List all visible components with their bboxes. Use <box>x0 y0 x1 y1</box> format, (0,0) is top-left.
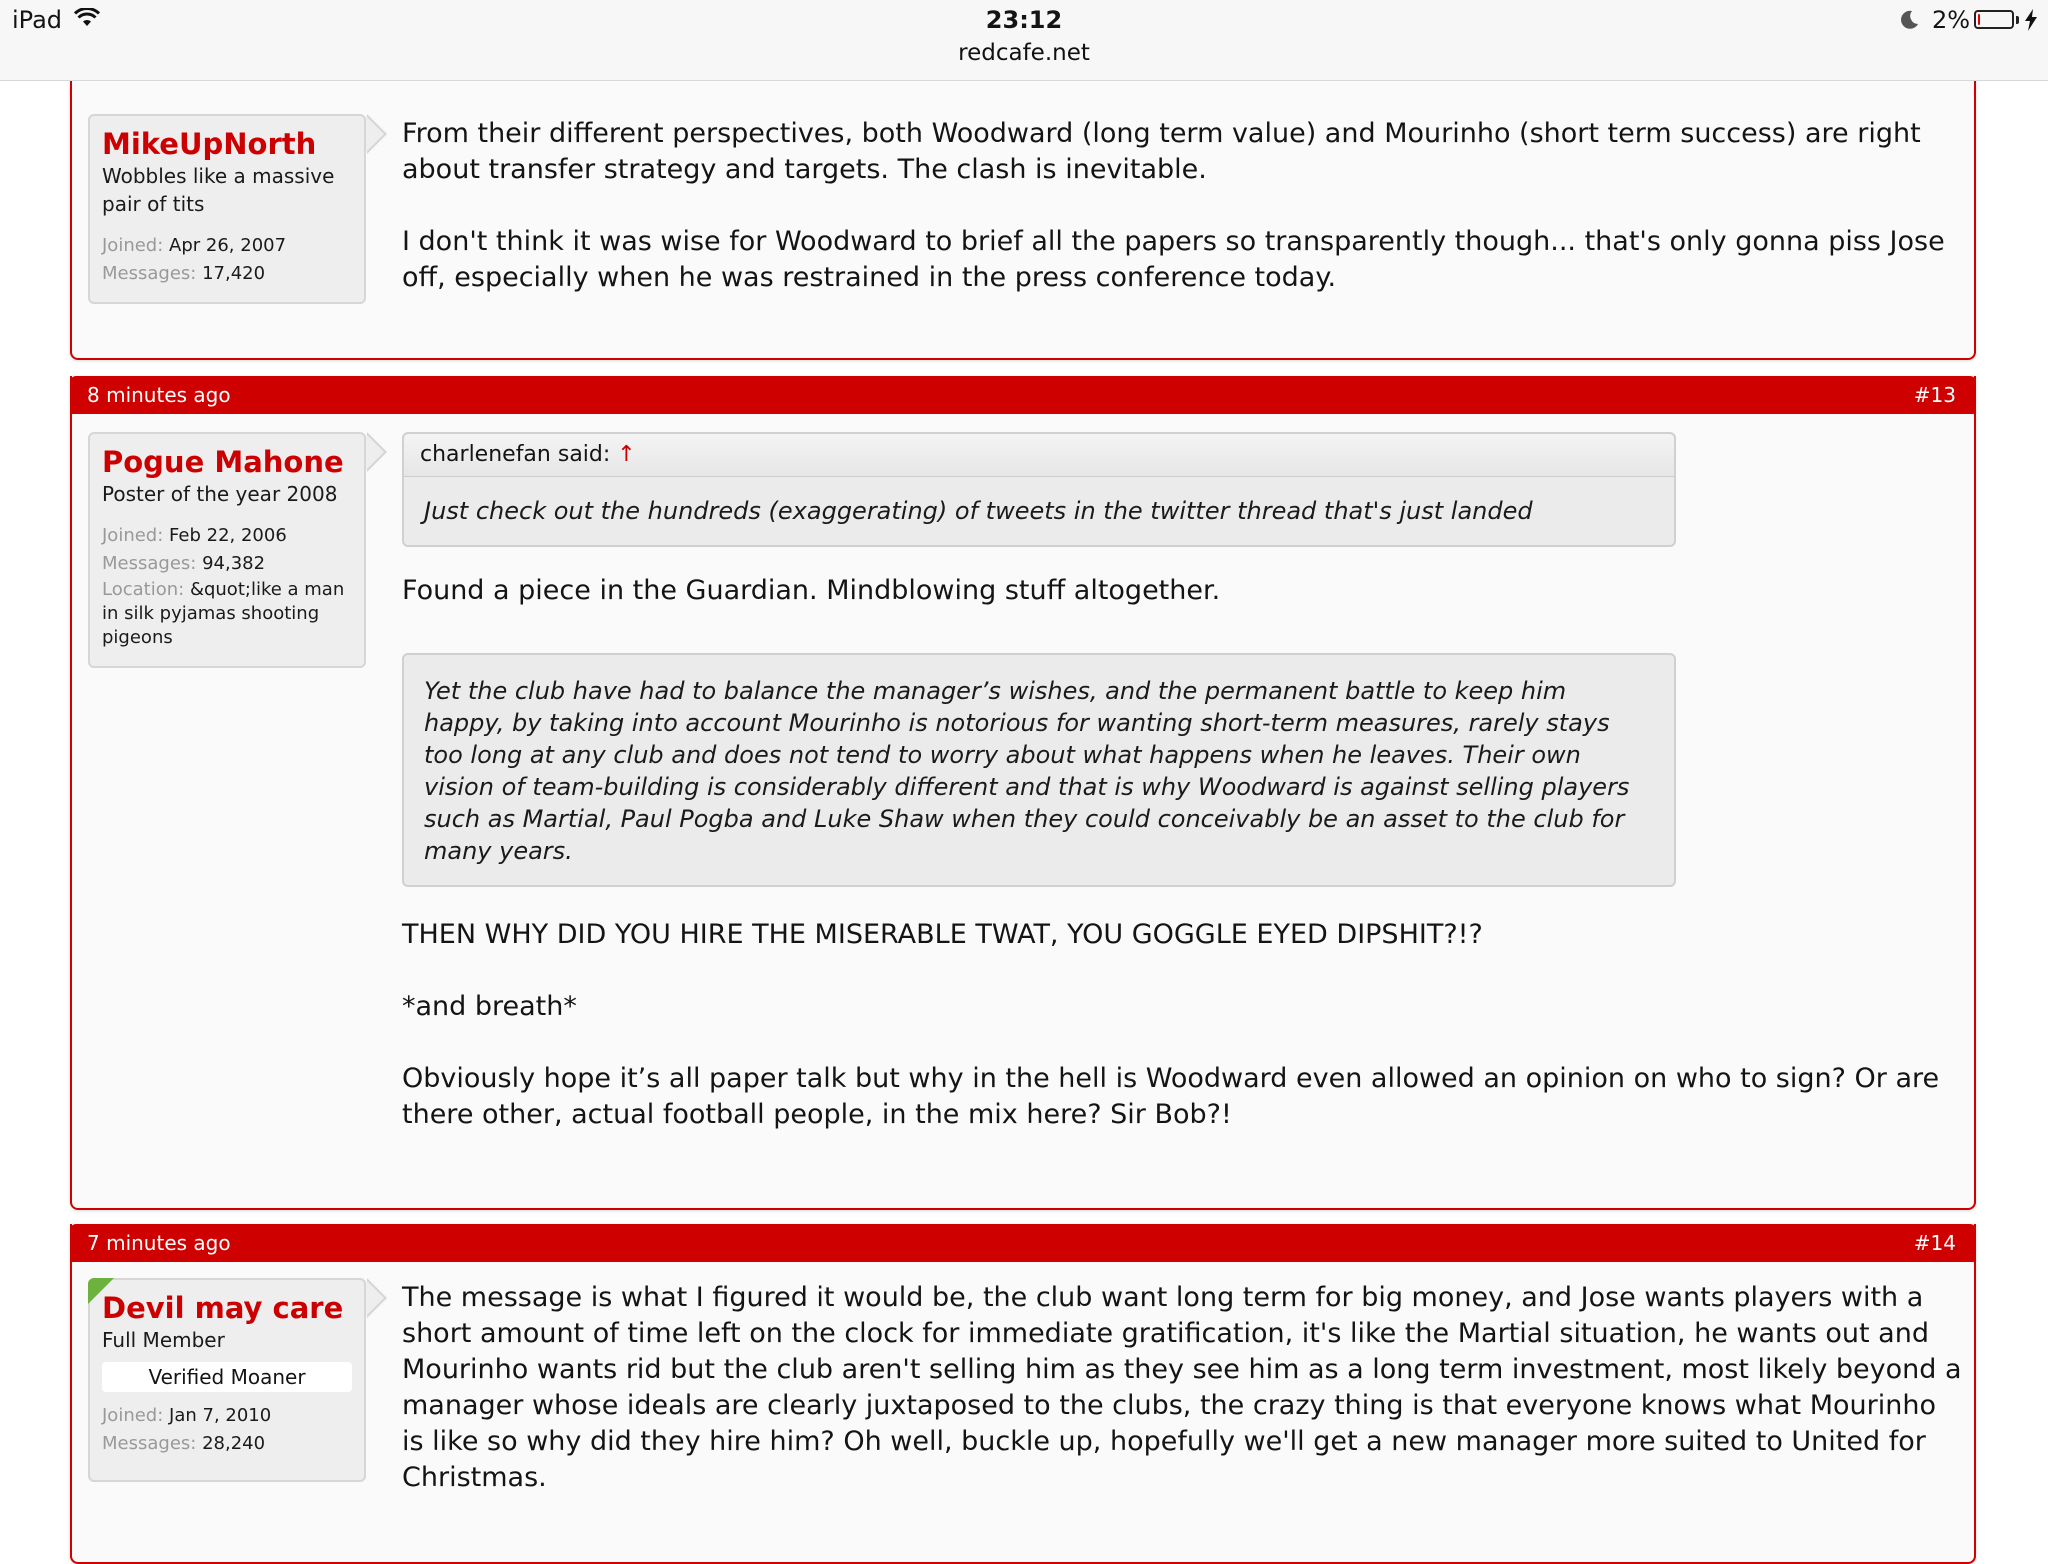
joined-date: Jan 7, 2010 <box>169 1405 272 1426</box>
battery-tip <box>2016 16 2019 24</box>
message-paragraph: Found a piece in the Guardian. Mindblowing stuff altogether. <box>402 575 1221 606</box>
joined-label: Joined: <box>102 525 164 546</box>
quote-block <box>402 653 1676 887</box>
quote-text: Just check out the hundreds (exaggerating) of tweets in the twitter thread that's just landed <box>424 497 1533 525</box>
message-body <box>402 1280 1962 1532</box>
joined-date: Feb 22, 2006 <box>169 525 287 546</box>
post-header <box>70 376 1976 414</box>
username[interactable]: Devil may care <box>102 1291 344 1325</box>
post-number[interactable]: #13 <box>1913 383 1956 407</box>
battery-level-fill <box>1978 14 1980 25</box>
quote-block <box>402 432 1676 547</box>
messages-count: 28,240 <box>202 1433 266 1454</box>
user-badge: Verified Moaner <box>102 1362 352 1392</box>
username[interactable]: Pogue Mahone <box>102 445 344 479</box>
message-body <box>402 432 1962 1169</box>
staff-ribbon-icon <box>88 1278 114 1304</box>
device-label: iPad <box>12 6 63 34</box>
post-time[interactable]: 7 minutes ago <box>87 1231 231 1255</box>
post-number[interactable]: #14 <box>1913 1231 1956 1255</box>
joined-label: Joined: <box>102 235 164 256</box>
messages-label: Messages: <box>102 1433 197 1454</box>
message-paragraph: From their different perspectives, both Woodward (long term value) and Mourinho (short term success) are right about transfer strategy and targets. The clash is inevitable. <box>402 118 1921 185</box>
quote-jump-arrow-icon[interactable]: ↑ <box>617 442 636 467</box>
messages-label: Messages: <box>102 553 197 574</box>
user-stats <box>102 232 352 288</box>
message-paragraph: *and breath* <box>402 991 577 1022</box>
post-header <box>70 1224 1976 1262</box>
user-card <box>88 114 366 304</box>
moon-icon <box>1898 9 1920 35</box>
post-14 <box>70 1224 1976 1564</box>
messages-count: 94,382 <box>202 553 266 574</box>
quote-author[interactable]: charlenefan said: <box>420 442 611 467</box>
user-card <box>88 432 366 668</box>
quote-header <box>404 434 1674 477</box>
joined-date: Apr 26, 2007 <box>169 235 287 256</box>
message-paragraph: THEN WHY DID YOU HIRE THE MISERABLE TWAT, YOU GOGGLE EYED DIPSHIT?!? <box>402 919 1483 950</box>
message-paragraph: The message is what I figured it would be, the club want long term for big money, and Jose wants players with a short amount of time left on the clock for immediate gratification, it's like the Martial situation, he wants out and Mourinho wants rid but the club aren't selling him as they see him as a long term investment, most likely beyond a manager whose ideals are clearly juxtaposed to the clubs, the crazy thing is that everyone knows what Mourinho is like so why did they hire him? Oh well, buckle up, hopefully we'll get a new manager more suited to United for Christmas. <box>402 1282 1962 1493</box>
user-stats <box>102 1402 352 1458</box>
post-13 <box>70 376 1976 1210</box>
battery-percent: 2% <box>1932 6 1971 34</box>
user-title: Full Member <box>102 1328 225 1352</box>
status-clock: 23:12 <box>985 6 1063 34</box>
battery-icon <box>1974 10 2014 29</box>
joined-label: Joined: <box>102 1405 164 1426</box>
user-title: Poster of the year 2008 <box>102 482 338 506</box>
ios-status-bar <box>0 0 2048 81</box>
message-paragraph: I don't think it was wise for Woodward to brief all the papers so transparently though... that's only gonna piss Jose off, especially when he was restrained in the press conference today. <box>402 226 1945 293</box>
post-time[interactable]: 8 minutes ago <box>87 383 231 407</box>
message-paragraph: Obviously hope it’s all paper talk but why in the hell is Woodward even allowed an opinion on who to sign? Or are there other, actual football people, in the mix here? Sir Bob?! <box>402 1063 1940 1130</box>
location-label: Location: <box>102 579 185 600</box>
message-body <box>402 116 1962 332</box>
messages-count: 17,420 <box>202 263 266 284</box>
user-card <box>88 1278 366 1482</box>
quote-text: Yet the club have had to balance the manager’s wishes, and the permanent battle to keep him happy, by taking into account Mourinho is notorious for wanting short-term measures, rarely stays too long at any club and does not tend to worry about what happens when he leaves. Their own vision of team-building is considerably different and that is why Woodward is against selling players such as Martial, Paul Pogba and Luke Shaw when they could conceivably be an asset to the club for many years. <box>424 677 1630 865</box>
address-url[interactable]: redcafe.net <box>958 40 1090 66</box>
location-value: &quot;like a man in silk pyjamas shooting pigeons <box>102 579 345 648</box>
messages-label: Messages: <box>102 263 197 284</box>
charging-bolt-icon <box>2024 9 2038 35</box>
post-12 <box>70 42 1976 360</box>
username[interactable]: MikeUpNorth <box>102 127 317 161</box>
user-title: Wobbles like a massive pair of tits <box>102 164 335 216</box>
user-stats <box>102 522 352 650</box>
